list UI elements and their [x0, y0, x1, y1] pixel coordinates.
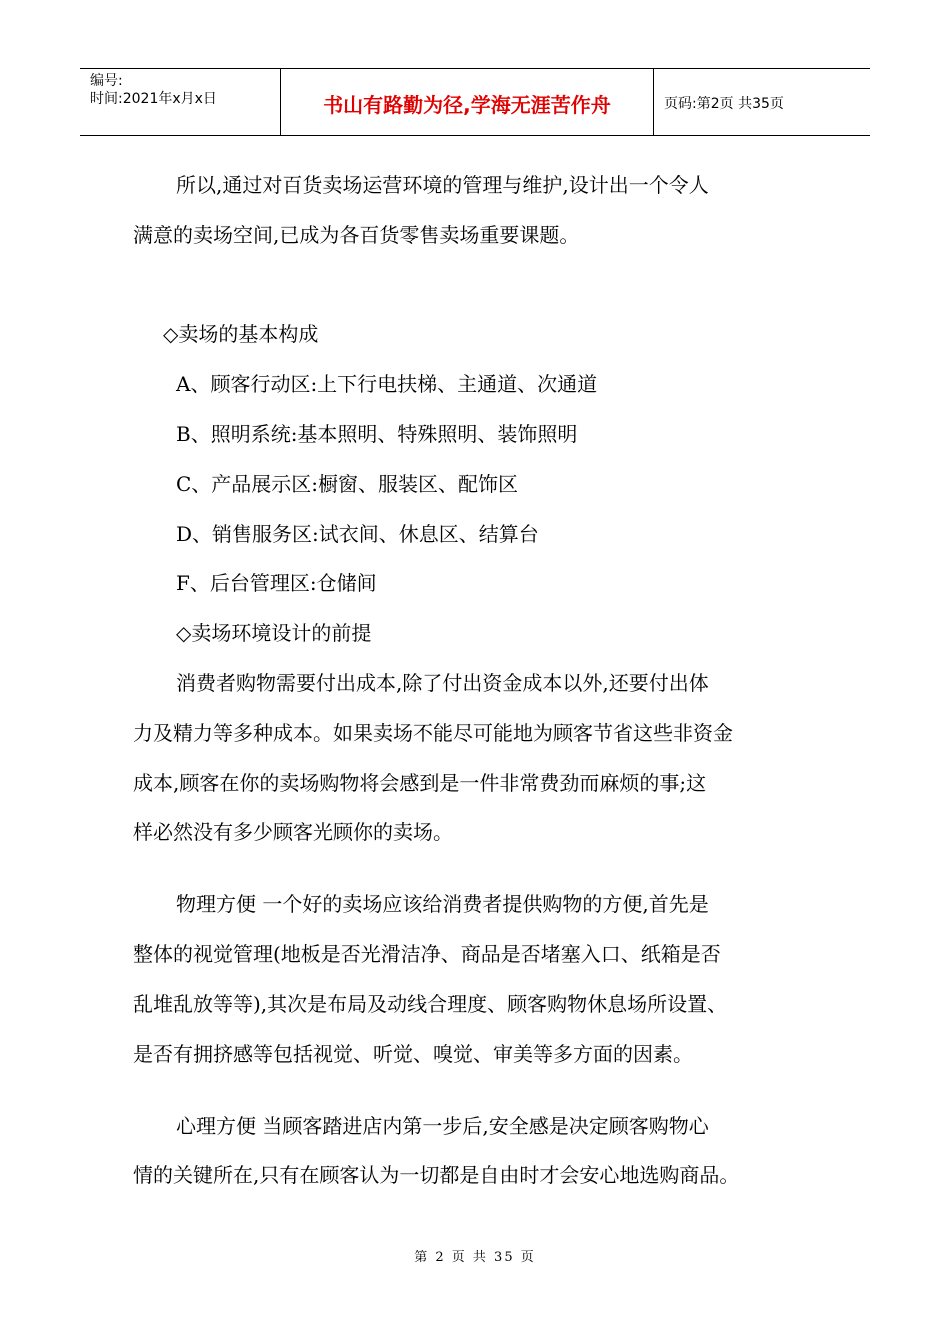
paragraph-line: 物理方便 一个好的卖场应该给消费者提供购物的方便,首先是 [176, 892, 709, 916]
paragraph-line: 情的关键所在,只有在顾客认为一切都是自由时才会安心地选购商品。 [133, 1163, 740, 1187]
section-heading: ◇卖场环境设计的前提 [176, 621, 372, 645]
document-date-label: 时间:2021年x月x日 [90, 91, 217, 107]
section-heading: ◇卖场的基本构成 [163, 322, 319, 346]
paragraph-line: 所以,通过对百货卖场运营环境的管理与维护,设计出一个令人 [176, 173, 709, 197]
paragraph-line: 整体的视觉管理(地板是否光滑洁净、商品是否堵塞入口、纸箱是否 [133, 942, 721, 966]
paragraph-line: 心理方便 当顾客踏进店内第一步后,安全感是决定顾客购物心 [176, 1114, 709, 1138]
header-motto: 书山有路勤为径,学海无涯苦作舟 [281, 69, 654, 135]
paragraph-line: 消费者购物需要付出成本,除了付出资金成本以外,还要付出体 [176, 671, 709, 695]
list-item: F、后台管理区:仓储间 [176, 571, 377, 595]
page-footer: 第 2 页 共 35 页 [414, 1250, 536, 1265]
list-item: D、销售服务区:试衣间、休息区、结算台 [176, 522, 539, 546]
paragraph-line: 满意的卖场空间,已成为各百货零售卖场重要课题。 [133, 223, 580, 247]
paragraph-line: 样必然没有多少顾客光顾你的卖场。 [133, 820, 453, 844]
header-table [80, 68, 870, 136]
header-page-info: 页码:第2页 共35页 [664, 96, 784, 112]
document-number-label: 编号: [90, 73, 123, 89]
list-item: A、顾客行动区:上下行电扶梯、主通道、次通道 [176, 372, 598, 396]
list-item: B、照明系统:基本照明、特殊照明、装饰照明 [176, 422, 578, 446]
paragraph-line: 是否有拥挤感等包括视觉、听觉、嗅觉、审美等多方面的因素。 [133, 1042, 693, 1066]
header-left-cell [80, 69, 281, 135]
paragraph-line: 成本,顾客在你的卖场购物将会感到是一件非常费劲而麻烦的事;这 [133, 771, 707, 795]
list-item: C、产品展示区:橱窗、服装区、配饰区 [176, 472, 519, 496]
paragraph-line: 乱堆乱放等等),其次是布局及动线合理度、顾客购物休息场所设置、 [133, 992, 728, 1016]
paragraph-line: 力及精力等多种成本。如果卖场不能尽可能地为顾客节省这些非资金 [133, 721, 733, 745]
